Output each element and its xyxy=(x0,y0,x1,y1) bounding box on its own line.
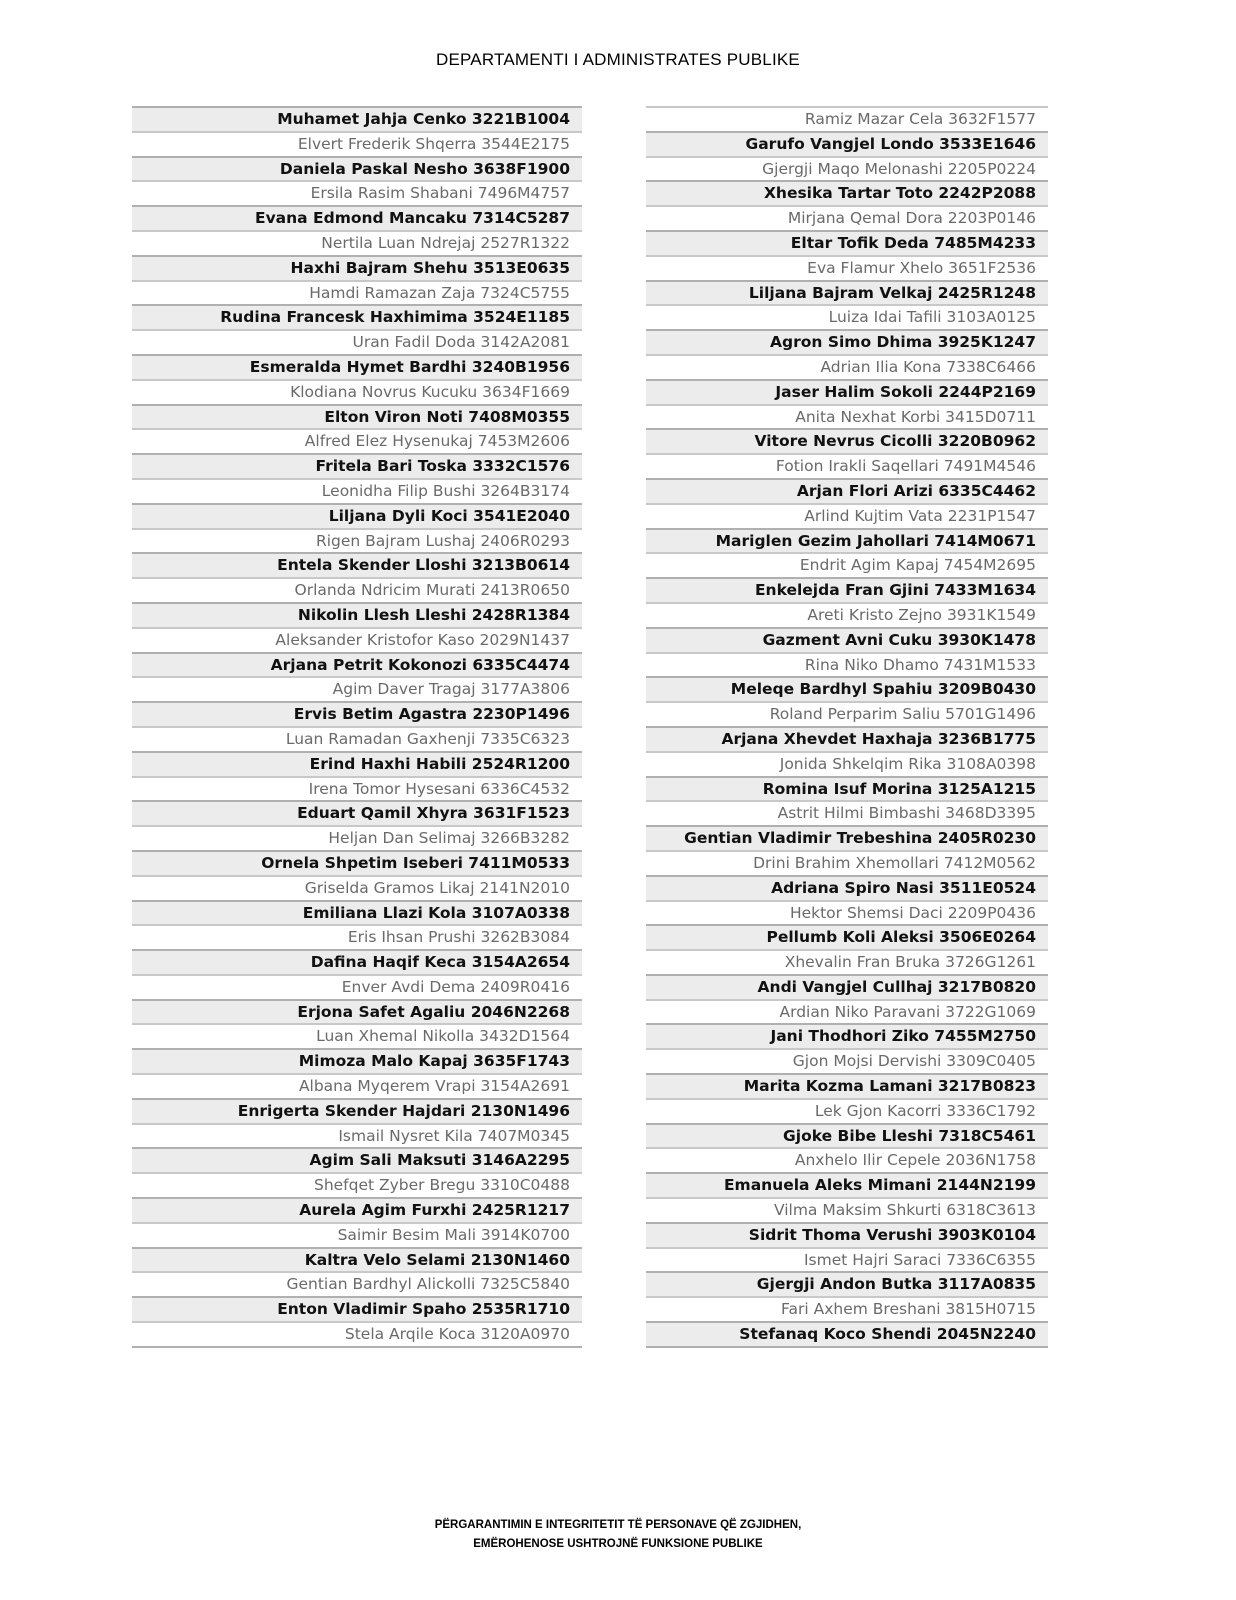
list-item: Gjergji Maqo Melonashi 2205P0224 xyxy=(646,156,1048,181)
list-item: Arjana Petrit Kokonozi 6335C4474 xyxy=(132,652,582,677)
list-item: Hektor Shemsi Daci 2209P0436 xyxy=(646,900,1048,925)
list-item: Kaltra Velo Selami 2130N1460 xyxy=(132,1247,582,1272)
list-item: Ornela Shpetim Iseberi 7411M0533 xyxy=(132,850,582,875)
list-item: Klodiana Novrus Kucuku 3634F1669 xyxy=(132,379,582,404)
list-bottom-rule xyxy=(646,1346,1048,1348)
list-item: Ervis Betim Agastra 2230P1496 xyxy=(132,701,582,726)
list-item: Ismail Nysret Kila 7407M0345 xyxy=(132,1123,582,1148)
list-item: Hamdi Ramazan Zaja 7324C5755 xyxy=(132,280,582,305)
list-item: Anita Nexhat Korbi 3415D0711 xyxy=(646,404,1048,429)
footer-line-1: PËRGARANTIMIN E INTEGRITETIT TË PERSONAVE QË ZGJIDHEN, xyxy=(434,1519,802,1531)
list-item: Ardian Niko Paravani 3722G1069 xyxy=(646,999,1048,1024)
list-item: Luan Ramadan Gaxhenji 7335C6323 xyxy=(132,726,582,751)
list-item: Evana Edmond Mancaku 7314C5287 xyxy=(132,205,582,230)
list-item: Romina Isuf Morina 3125A1215 xyxy=(646,776,1048,801)
list-item: Rina Niko Dhamo 7431M1533 xyxy=(646,652,1048,677)
list-item: Eris Ihsan Prushi 3262B3084 xyxy=(132,924,582,949)
list-item: Drini Brahim Xhemollari 7412M0562 xyxy=(646,850,1048,875)
list-item: Elvert Frederik Shqerra 3544E2175 xyxy=(132,131,582,156)
list-item: Aleksander Kristofor Kaso 2029N1437 xyxy=(132,627,582,652)
list-item: Nikolin Llesh Lleshi 2428R1384 xyxy=(132,602,582,627)
list-item: Agron Simo Dhima 3925K1247 xyxy=(646,329,1048,354)
list-item: Adrian Ilia Kona 7338C6466 xyxy=(646,354,1048,379)
list-item: Jaser Halim Sokoli 2244P2169 xyxy=(646,379,1048,404)
list-item: Emanuela Aleks Mimani 2144N2199 xyxy=(646,1172,1048,1197)
list-item: Arjana Xhevdet Haxhaja 3236B1775 xyxy=(646,726,1048,751)
list-item: Fritela Bari Toska 3332C1576 xyxy=(132,453,582,478)
list-item: Nertila Luan Ndrejaj 2527R1322 xyxy=(132,230,582,255)
list-item: Enkelejda Fran Gjini 7433M1634 xyxy=(646,577,1048,602)
list-item: Meleqe Bardhyl Spahiu 3209B0430 xyxy=(646,676,1048,701)
list-item: Eduart Qamil Xhyra 3631F1523 xyxy=(132,800,582,825)
list-item: Luiza Idai Tafili 3103A0125 xyxy=(646,304,1048,329)
list-item: Heljan Dan Selimaj 3266B3282 xyxy=(132,825,582,850)
list-item: Lek Gjon Kacorri 3336C1792 xyxy=(646,1098,1048,1123)
list-item: Elton Viron Noti 7408M0355 xyxy=(132,404,582,429)
list-item: Ersila Rasim Shabani 7496M4757 xyxy=(132,180,582,205)
footer-line-2: EMËROHENOSE USHTROJNË FUNKSIONE PUBLIKE xyxy=(473,1538,763,1550)
list-item: Eva Flamur Xhelo 3651F2536 xyxy=(646,255,1048,280)
list-item: Gjergji Andon Butka 3117A0835 xyxy=(646,1271,1048,1296)
list-item: Luan Xhemal Nikolla 3432D1564 xyxy=(132,1023,582,1048)
list-item: Eltar Tofik Deda 7485M4233 xyxy=(646,230,1048,255)
list-item: Vilma Maksim Shkurti 6318C3613 xyxy=(646,1197,1048,1222)
list-item: Gjon Mojsi Dervishi 3309C0405 xyxy=(646,1048,1048,1073)
list-item: Shefqet Zyber Bregu 3310C0488 xyxy=(132,1172,582,1197)
list-item: Gazment Avni Cuku 3930K1478 xyxy=(646,627,1048,652)
right-name-list xyxy=(646,106,1048,1348)
list-item: Pellumb Koli Aleksi 3506E0264 xyxy=(646,924,1048,949)
left-name-list xyxy=(132,106,582,1348)
list-bottom-rule xyxy=(132,1346,582,1348)
list-item: Orlanda Ndricim Murati 2413R0650 xyxy=(132,577,582,602)
list-item: Daniela Paskal Nesho 3638F1900 xyxy=(132,156,582,181)
list-item: Griselda Gramos Likaj 2141N2010 xyxy=(132,875,582,900)
list-item: Rudina Francesk Haxhimima 3524E1185 xyxy=(132,304,582,329)
list-item: Xhesika Tartar Toto 2242P2088 xyxy=(646,180,1048,205)
list-item: Anxhelo Ilir Cepele 2036N1758 xyxy=(646,1147,1048,1172)
footer xyxy=(0,1516,1236,1554)
list-item: Emiliana Llazi Kola 3107A0338 xyxy=(132,900,582,925)
list-item: Enton Vladimir Spaho 2535R1710 xyxy=(132,1296,582,1321)
list-item: Stela Arqile Koca 3120A0970 xyxy=(132,1321,582,1346)
list-item: Mariglen Gezim Jahollari 7414M0671 xyxy=(646,528,1048,553)
list-item: Arlind Kujtim Vata 2231P1547 xyxy=(646,503,1048,528)
list-item: Agim Sali Maksuti 3146A2295 xyxy=(132,1147,582,1172)
list-item: Gjoke Bibe Lleshi 7318C5461 xyxy=(646,1123,1048,1148)
list-item: Agim Daver Tragaj 3177A3806 xyxy=(132,676,582,701)
list-item: Rigen Bajram Lushaj 2406R0293 xyxy=(132,528,582,553)
list-item: Stefanaq Koco Shendi 2045N2240 xyxy=(646,1321,1048,1346)
list-item: Leonidha Filip Bushi 3264B3174 xyxy=(132,478,582,503)
list-item: Mirjana Qemal Dora 2203P0146 xyxy=(646,205,1048,230)
list-item: Ramiz Mazar Cela 3632F1577 xyxy=(646,106,1048,131)
list-item: Saimir Besim Mali 3914K0700 xyxy=(132,1222,582,1247)
list-item: Esmeralda Hymet Bardhi 3240B1956 xyxy=(132,354,582,379)
list-item: Xhevalin Fran Bruka 3726G1261 xyxy=(646,949,1048,974)
list-item: Ismet Hajri Saraci 7336C6355 xyxy=(646,1247,1048,1272)
list-item: Areti Kristo Zejno 3931K1549 xyxy=(646,602,1048,627)
list-item: Uran Fadil Doda 3142A2081 xyxy=(132,329,582,354)
list-item: Jani Thodhori Ziko 7455M2750 xyxy=(646,1023,1048,1048)
list-item: Enrigerta Skender Hajdari 2130N1496 xyxy=(132,1098,582,1123)
list-item: Gentian Vladimir Trebeshina 2405R0230 xyxy=(646,825,1048,850)
list-item: Aurela Agim Furxhi 2425R1217 xyxy=(132,1197,582,1222)
list-item: Roland Perparim Saliu 5701G1496 xyxy=(646,701,1048,726)
list-item: Dafina Haqif Keca 3154A2654 xyxy=(132,949,582,974)
list-item: Muhamet Jahja Cenko 3221B1004 xyxy=(132,106,582,131)
list-item: Fotion Irakli Saqellari 7491M4546 xyxy=(646,453,1048,478)
list-item: Irena Tomor Hysesani 6336C4532 xyxy=(132,776,582,801)
list-item: Albana Myqerem Vrapi 3154A2691 xyxy=(132,1073,582,1098)
page-title: DEPARTAMENTI I ADMINISTRATES PUBLIKE xyxy=(436,50,800,69)
list-item: Garufo Vangjel Londo 3533E1646 xyxy=(646,131,1048,156)
list-item: Erind Haxhi Habili 2524R1200 xyxy=(132,751,582,776)
list-item: Mimoza Malo Kapaj 3635F1743 xyxy=(132,1048,582,1073)
list-item: Marita Kozma Lamani 3217B0823 xyxy=(646,1073,1048,1098)
list-item: Astrit Hilmi Bimbashi 3468D3395 xyxy=(646,800,1048,825)
list-item: Enver Avdi Dema 2409R0416 xyxy=(132,974,582,999)
list-item: Liljana Dyli Koci 3541E2040 xyxy=(132,503,582,528)
list-item: Fari Axhem Breshani 3815H0715 xyxy=(646,1296,1048,1321)
list-item: Entela Skender Lloshi 3213B0614 xyxy=(132,552,582,577)
list-item: Gentian Bardhyl Alickolli 7325C5840 xyxy=(132,1271,582,1296)
list-item: Haxhi Bajram Shehu 3513E0635 xyxy=(132,255,582,280)
list-item: Endrit Agim Kapaj 7454M2695 xyxy=(646,552,1048,577)
list-item: Erjona Safet Agaliu 2046N2268 xyxy=(132,999,582,1024)
list-item: Arjan Flori Arizi 6335C4462 xyxy=(646,478,1048,503)
list-item: Andi Vangjel Cullhaj 3217B0820 xyxy=(646,974,1048,999)
list-item: Alfred Elez Hysenukaj 7453M2606 xyxy=(132,428,582,453)
list-item: Liljana Bajram Velkaj 2425R1248 xyxy=(646,280,1048,305)
list-item: Vitore Nevrus Cicolli 3220B0962 xyxy=(646,428,1048,453)
list-item: Sidrit Thoma Verushi 3903K0104 xyxy=(646,1222,1048,1247)
list-item: Adriana Spiro Nasi 3511E0524 xyxy=(646,875,1048,900)
list-item: Jonida Shkelqim Rika 3108A0398 xyxy=(646,751,1048,776)
